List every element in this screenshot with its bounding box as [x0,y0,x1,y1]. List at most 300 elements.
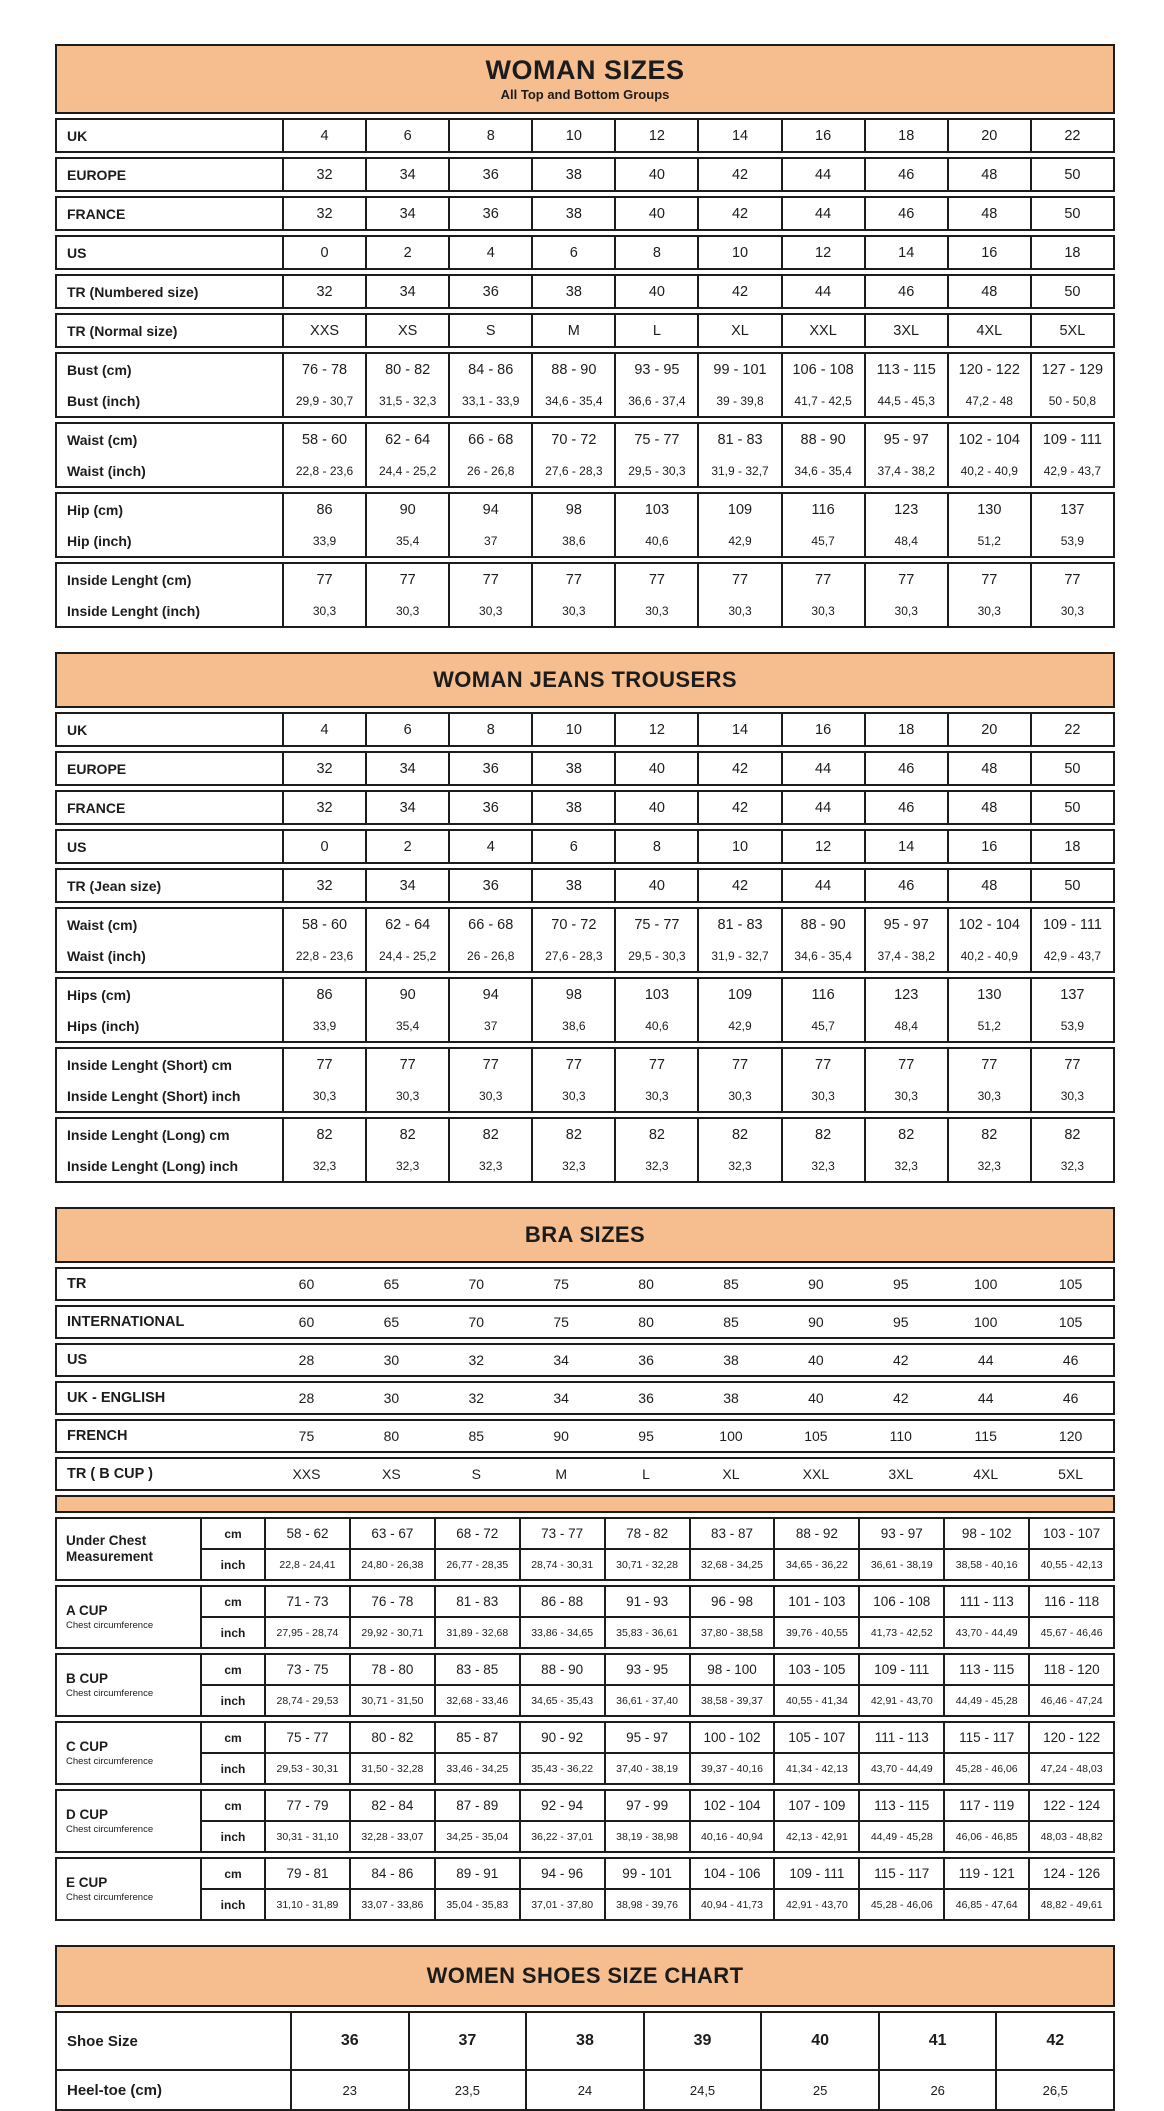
table-cell: 37 [408,2013,526,2069]
table-cell: 14 [697,714,780,745]
table-cell: 86 [282,494,365,525]
table-cell: 30,3 [947,595,1030,626]
row-label: Hip (cm) [67,501,123,518]
cup-label-title: E CUP [66,1875,108,1891]
table-cell: 30,3 [531,1080,614,1111]
row-label: Inside Lenght (Long) inch [67,1157,239,1174]
table-cell: 97 - 99 [604,1791,689,1820]
table-cell: XL [722,1466,740,1482]
table-cell: 48 [947,276,1030,307]
table-cell: 103 - 107 [1028,1519,1113,1548]
cup-label-subtitle: Chest circumference [66,1687,154,1699]
row-label: Inside Lenght (inch) [67,602,200,619]
table-cell: 37,4 - 38,2 [864,455,947,486]
table-cell: 42 [995,2013,1113,2069]
table-cell: 39,37 - 40,16 [689,1754,774,1783]
table-cell: 34,65 - 35,43 [519,1686,604,1715]
row-label: Waist (cm) [67,431,138,448]
table-cell: 48 [947,159,1030,190]
table-cell: 32 [468,1352,485,1368]
table-cell: 20 [947,714,1030,745]
woman-sizes-table [55,44,1115,628]
table-cell: 107 - 109 [773,1791,858,1820]
table-cell: 33,86 - 34,65 [519,1618,604,1647]
row-label: TR (Normal size) [67,322,178,339]
cup-rows [202,1655,1113,1715]
table-cell: 0 [282,237,365,268]
table-cell: 73 - 77 [519,1519,604,1548]
woman-sizes-body [55,118,1115,628]
table-cell: 39 [643,2013,761,2069]
table-cell: 79 - 81 [264,1859,349,1888]
table-cell: 77 [448,564,531,595]
table-cell: 42,9 [697,1010,780,1041]
table-cell: 77 [531,564,614,595]
table-cell: 85 - 87 [434,1723,519,1752]
table-cell: 115 - 117 [858,1859,943,1888]
table-cell: 93 - 95 [604,1655,689,1684]
table-cell: 130 [947,979,1030,1010]
table-cell: 30,3 [614,1080,697,1111]
table-cell: 120 - 122 [947,354,1030,385]
table-cell: 91 - 93 [604,1587,689,1616]
table-cell: 82 [864,1119,947,1150]
table-cell: 77 [448,1049,531,1080]
table-cell: 36 [448,276,531,307]
table-cell: 40 [614,870,697,901]
table-cell: 109 [697,494,780,525]
table-cell: 90 [553,1428,569,1444]
table-cell: 115 - 117 [943,1723,1028,1752]
table-cell: 30,3 [531,595,614,626]
row-group [55,352,1115,418]
table-cell: 84 - 86 [448,354,531,385]
table-cell: 41,34 - 42,13 [773,1754,858,1783]
table-cell: 78 - 80 [349,1655,434,1684]
table-cell: 31,50 - 32,28 [349,1754,434,1783]
table-cell: 34 [365,870,448,901]
cup-row [202,1888,1113,1919]
table-row [57,494,1113,525]
bra-plain-rows [55,1267,1115,1491]
table-cell: 42 [893,1352,909,1368]
table-cell: 20 [947,120,1030,151]
table-cell: 24,4 - 25,2 [365,455,448,486]
table-row [57,831,1113,862]
table-cell: 27,95 - 28,74 [264,1618,349,1647]
table-cell: 50 [1030,870,1113,901]
table-cell: 40 [614,753,697,784]
table-cell: 45,7 [781,1010,864,1041]
row-label: UK [67,721,88,738]
row-label: FRENCH [67,1428,128,1444]
table-cell: XL [697,315,780,346]
table-cell: 77 [781,564,864,595]
table-cell: 77 [947,1049,1030,1080]
table-cell: 36 [638,1352,654,1368]
table-cell: 77 [781,1049,864,1080]
table-cell: 77 - 79 [264,1791,349,1820]
table-cell: 53,9 [1030,1010,1113,1041]
table-cell: 42 [697,753,780,784]
cup-label [57,1587,202,1647]
table-cell: 38 [531,870,614,901]
table-cell: 38 [723,1352,739,1368]
row-group [55,790,1115,825]
table-cell: 12 [614,120,697,151]
woman-sizes-header [55,44,1115,114]
table-cell: 46,85 - 47,64 [943,1890,1028,1919]
table-cell: 103 [614,494,697,525]
table-cell: 32,28 - 33,07 [349,1822,434,1851]
table-cell: 30,3 [614,595,697,626]
table-cell: 83 - 85 [434,1655,519,1684]
table-cell: 70 [468,1276,485,1292]
table-cell: 6 [531,831,614,862]
table-cell: 39 - 39,8 [697,385,780,416]
table-cell: 6 [365,120,448,151]
table-cell: XXS [282,315,365,346]
table-cell: 41 [878,2013,996,2069]
table-cell: 123 [864,979,947,1010]
row-label: US [67,244,87,261]
table-cell: 40 [614,792,697,823]
table-cell: 4 [282,714,365,745]
table-cell: 70 - 72 [531,909,614,940]
table-cell: 35,43 - 36,22 [519,1754,604,1783]
row-spacer [202,1345,264,1375]
table-cell: 40,2 - 40,9 [947,455,1030,486]
table-row [57,792,1113,823]
table-row [57,385,1113,416]
cup-row [202,1616,1113,1647]
table-cell: 30,3 [282,595,365,626]
table-cell: 32,3 [864,1150,947,1181]
table-cell: 31,9 - 32,7 [697,940,780,971]
row-group [55,562,1115,628]
table-cell: 44,49 - 45,28 [858,1822,943,1851]
table-cell: 12 [781,237,864,268]
table-cell: 88 - 92 [773,1519,858,1548]
table-cell: 5XL [1030,315,1113,346]
table-cell: 8 [614,237,697,268]
table-cell: L [642,1466,650,1482]
table-cell: 30,3 [448,1080,531,1111]
row-label: TR [67,1276,87,1292]
table-cell: 10 [697,831,780,862]
table-cell: 30,3 [947,1080,1030,1111]
table-cell: 76 - 78 [349,1587,434,1616]
table-cell: 109 - 111 [1030,909,1113,940]
table-cell: 75 - 77 [614,909,697,940]
table-cell: 36,61 - 38,19 [858,1550,943,1579]
table-cell: 10 [531,120,614,151]
table-cell: 98 [531,979,614,1010]
table-cell: 82 [781,1119,864,1150]
table-cell: 42,9 - 43,7 [1030,940,1113,971]
table-cell: 48,03 - 48,82 [1028,1822,1113,1851]
table-cell: 44 [781,159,864,190]
unit-cell: inch [220,1693,246,1708]
unit-cell: cm [224,1662,242,1677]
table-cell: 50 [1030,159,1113,190]
table-cell: 94 [448,979,531,1010]
table-cell: 75 [553,1314,569,1330]
table-cell: 113 - 115 [943,1655,1028,1684]
table-cell: XXS [292,1466,321,1482]
table-cell: 48,4 [864,525,947,556]
table-cell: 43,70 - 44,49 [858,1754,943,1783]
table-cell: 25 [760,2071,878,2109]
table-cell: 65 [383,1314,400,1330]
table-cell: 46 [1062,1352,1079,1368]
table-cell: 109 - 111 [858,1655,943,1684]
table-cell: 63 - 67 [349,1519,434,1548]
table-cell: 37 [448,525,531,556]
table-cell: 34 [365,198,448,229]
table-cell: S [448,315,531,346]
unit-cell: inch [220,1557,246,1572]
table-cell: 33,9 [282,525,365,556]
row-label: EUROPE [67,760,127,777]
unit-cell: inch [220,1625,246,1640]
table-cell: 95 [893,1314,909,1330]
table-cell: 32,68 - 34,25 [689,1550,774,1579]
table-cell: 89 - 91 [434,1859,519,1888]
cup-label [57,1655,202,1715]
cup-row [202,1655,1113,1684]
table-cell: 119 - 121 [943,1859,1028,1888]
table-cell: 22,8 - 23,6 [282,455,365,486]
table-cell: 38 [531,792,614,823]
table-cell: 32 [468,1390,485,1406]
table-cell: 77 [1030,564,1113,595]
table-cell: 94 [448,494,531,525]
cup-row [202,1684,1113,1715]
table-cell: 12 [614,714,697,745]
table-cell: 36 [448,792,531,823]
table-cell: 16 [947,237,1030,268]
table-cell: 31,89 - 32,68 [434,1618,519,1647]
woman-sizes-subtitle: All Top and Bottom Groups [500,86,670,102]
table-cell: 116 [781,979,864,1010]
row-label: UK [67,127,88,144]
table-cell: 30,3 [282,1080,365,1111]
table-cell: 24,5 [643,2071,761,2109]
table-cell: 8 [448,120,531,151]
table-cell: 85 [723,1276,739,1292]
table-cell: 42,9 [697,525,780,556]
table-cell: 46,06 - 46,85 [943,1822,1028,1851]
table-cell: 47,2 - 48 [947,385,1030,416]
table-cell: 14 [697,120,780,151]
row-group [55,274,1115,309]
table-cell: 45,7 [781,525,864,556]
table-cell: 34 [553,1352,569,1368]
cup-group [55,1517,1115,1581]
bra-plain-row [55,1381,1115,1415]
row-group [55,157,1115,192]
table-cell: 33,07 - 33,86 [349,1890,434,1919]
table-cell: 30 [383,1352,400,1368]
table-row [57,564,1113,595]
unit-cell: cm [224,1594,242,1609]
table-cell: 46 [1062,1390,1079,1406]
table-cell: 12 [781,831,864,862]
table-cell: 118 - 120 [1028,1655,1113,1684]
table-cell: 24 [525,2071,643,2109]
table-cell: 42,9 - 43,7 [1030,455,1113,486]
table-cell: 43,70 - 44,49 [943,1618,1028,1647]
table-cell: 40,16 - 40,94 [689,1822,774,1851]
table-cell: XXL [781,315,864,346]
table-cell: 35,83 - 36,61 [604,1618,689,1647]
table-cell: 90 [365,494,448,525]
table-cell: 36 [638,1390,654,1406]
table-cell: 60 [298,1314,315,1330]
table-cell: 98 - 100 [689,1655,774,1684]
table-cell: 110 [889,1428,912,1444]
table-cell: 39,76 - 40,55 [773,1618,858,1647]
table-cell: 95 [893,1276,909,1292]
table-cell: 30 [383,1390,400,1406]
cup-group [55,1585,1115,1649]
cup-rows [202,1723,1113,1783]
table-cell: 40 [760,2013,878,2069]
table-cell: 115 [974,1428,997,1444]
cup-row [202,1548,1113,1579]
table-cell: 77 [282,1049,365,1080]
table-cell: 45,67 - 46,46 [1028,1618,1113,1647]
table-cell: 4 [448,237,531,268]
bra-sizes-header [55,1207,1115,1263]
table-cell: 31,10 - 31,89 [264,1890,349,1919]
table-cell: 32,3 [947,1150,1030,1181]
row-group [55,492,1115,558]
unit-cell: cm [224,1730,242,1745]
table-cell: 80 [638,1314,654,1330]
table-cell: 42 [893,1390,909,1406]
table-cell: 111 - 113 [943,1587,1028,1616]
table-cell: 38,19 - 38,98 [604,1822,689,1851]
table-cell: 38,98 - 39,76 [604,1890,689,1919]
table-cell: 27,6 - 28,3 [531,940,614,971]
table-cell: 77 [864,564,947,595]
cup-label [57,1723,202,1783]
women-shoes-table [55,1945,1115,2111]
cup-rows [202,1791,1113,1851]
woman-jeans-title: WOMAN JEANS TROUSERS [433,667,737,692]
table-cell: 40,55 - 42,13 [1028,1550,1113,1579]
table-cell: 36 [448,870,531,901]
table-cell: 50 - 50,8 [1030,385,1113,416]
table-cell: 122 - 124 [1028,1791,1113,1820]
table-cell: 45,28 - 46,06 [943,1754,1028,1783]
table-cell: 48,82 - 49,61 [1028,1890,1113,1919]
table-cell: 3XL [864,315,947,346]
table-cell: 42 [697,870,780,901]
table-cell: 5XL [1058,1466,1084,1482]
table-cell: 4 [282,120,365,151]
table-cell: 40,94 - 41,73 [689,1890,774,1919]
table-cell: 32 [282,753,365,784]
row-group [55,235,1115,270]
table-cell: 44 [781,870,864,901]
row-label: TR (Numbered size) [67,283,199,300]
table-cell: 81 - 83 [697,424,780,455]
table-cell: 130 [947,494,1030,525]
table-cell: 77 [282,564,365,595]
table-cell: 3XL [888,1466,914,1482]
table-cell: 46 [864,159,947,190]
cup-label [57,1519,202,1579]
table-cell: 68 - 72 [434,1519,519,1548]
table-row [57,1010,1113,1041]
table-cell: 34,6 - 35,4 [781,940,864,971]
women-shoes-header [55,1945,1115,2007]
table-cell: 62 - 64 [365,909,448,940]
table-cell: 32,3 [448,1150,531,1181]
table-cell: 48,4 [864,1010,947,1041]
table-cell: 90 [365,979,448,1010]
table-cell: 80 [638,1276,654,1292]
table-cell: 100 [974,1276,998,1292]
table-cell: 75 - 77 [264,1723,349,1752]
table-cell: 42,91 - 43,70 [773,1890,858,1919]
table-row [57,354,1113,385]
table-cell: 37,40 - 38,19 [604,1754,689,1783]
table-cell: 40 [614,198,697,229]
table-cell: 32,3 [781,1150,864,1181]
table-cell: 82 [697,1119,780,1150]
table-cell: 124 - 126 [1028,1859,1113,1888]
table-cell: 2 [365,831,448,862]
table-cell: 98 - 102 [943,1519,1028,1548]
row-label: Bust (inch) [67,392,141,409]
bra-plain-row [55,1457,1115,1491]
table-cell: 30,3 [697,595,780,626]
table-cell: 40,2 - 40,9 [947,940,1030,971]
table-cell: 40,6 [614,525,697,556]
table-cell: 34,6 - 35,4 [531,385,614,416]
table-cell: 44,49 - 45,28 [943,1686,1028,1715]
table-cell: 14 [864,831,947,862]
table-cell: 30,3 [365,1080,448,1111]
table-cell: 34 [365,792,448,823]
table-cell: 100 - 102 [689,1723,774,1752]
table-cell: 2 [365,237,448,268]
table-cell: 105 - 107 [773,1723,858,1752]
row-spacer [202,1421,264,1451]
table-cell: 38 [723,1390,739,1406]
row-label: Shoe Size [67,2032,138,2050]
table-cell: 98 [531,494,614,525]
table-cell: 109 - 111 [1030,424,1113,455]
table-cell: 40 [614,159,697,190]
row-label: Waist (inch) [67,462,146,479]
table-cell: 22,8 - 24,41 [264,1550,349,1579]
table-cell: 113 - 115 [864,354,947,385]
table-cell: 86 [282,979,365,1010]
table-cell: 65 [383,1276,400,1292]
table-cell: 99 - 101 [604,1859,689,1888]
table-cell: 42 [697,198,780,229]
bra-separator-band [55,1495,1115,1513]
table-cell: 102 - 104 [947,424,1030,455]
table-row [57,315,1113,346]
table-cell: 44,5 - 45,3 [864,385,947,416]
table-cell: XS [365,315,448,346]
